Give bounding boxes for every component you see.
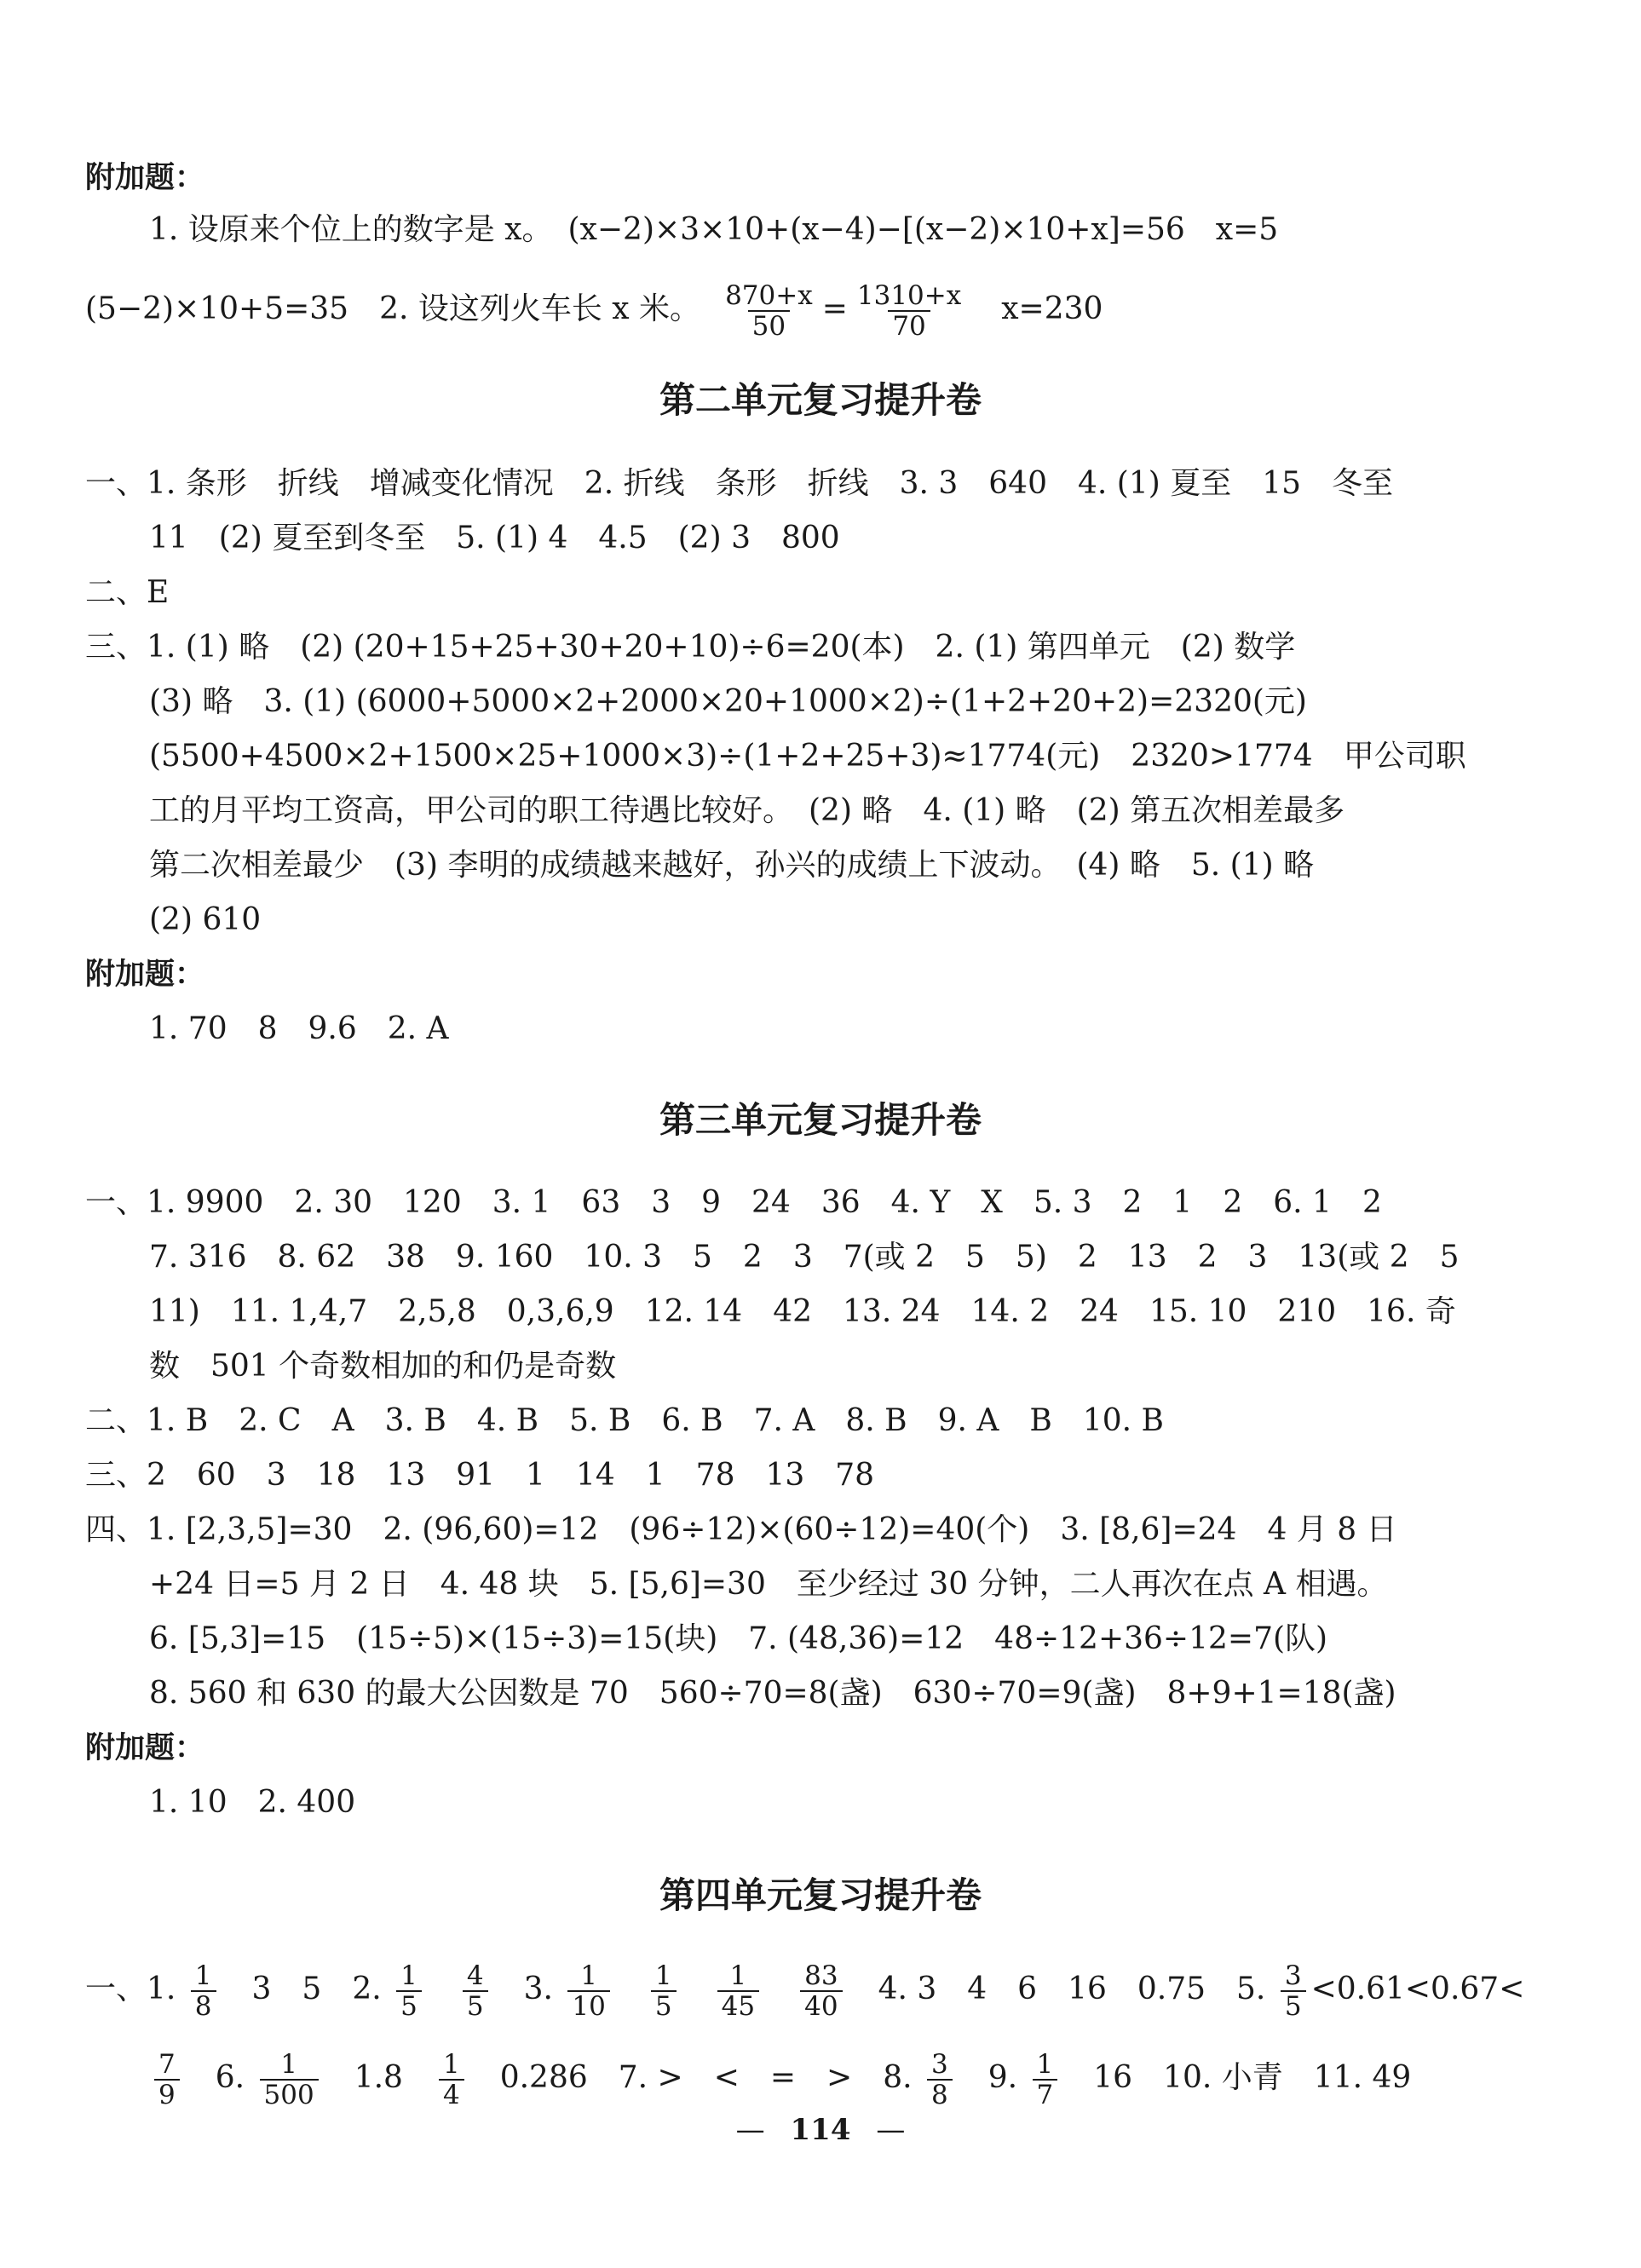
fraction <box>567 1961 609 2021</box>
fraction-denominator: 5 <box>1281 1990 1306 2021</box>
fraction-denominator: 8 <box>191 1990 216 2021</box>
fraction-numerator: 83 <box>804 1960 838 1991</box>
fraction-numerator: 1 <box>654 1960 672 1991</box>
fraction <box>717 1961 759 2021</box>
answer-line <box>0 281 1641 341</box>
fraction <box>853 281 965 341</box>
answer-line <box>0 2050 1641 2110</box>
fraction-numerator: 4 <box>466 1960 484 1991</box>
fraction-denominator: 9 <box>154 2079 180 2110</box>
answer-text: 工的月平均工资高，甲公司的职工待遇比较好。 (2) 略 4. (1) 略 (2) 第五次相差最多 <box>149 793 1345 828</box>
answer-text: 9. <box>957 2060 1028 2095</box>
fraction-denominator: 5 <box>396 1990 422 2021</box>
fraction-denominator: 4 <box>439 2079 464 2110</box>
fraction-numerator: 1310+x <box>856 280 962 311</box>
answer-text: 16 10. 小青 11. 49 <box>1062 2060 1412 2095</box>
answer-line <box>0 211 1641 249</box>
answer-text: +24 日=5 月 2 日 4. 48 块 5. [5,6]=30 至少经过 30 分钟，二人再次在点 A 相遇。 <box>149 1567 1388 1602</box>
answer-text <box>764 1972 795 2006</box>
footer-dash-left: — <box>735 2113 765 2147</box>
fraction-denominator: 10 <box>567 1990 609 2021</box>
extra-questions-heading: 附加题： <box>85 1731 205 1765</box>
answer-text: 三、1. (1) 略 (2) (20+15+25+30+20+10)÷6=20(本) 2. (1) 第四单元 (2) 数学 <box>85 630 1296 665</box>
answer-line <box>0 1784 1641 1822</box>
answer-text <box>615 1972 646 2006</box>
answer-line <box>0 574 1641 612</box>
fraction-numerator: 1 <box>280 2049 297 2080</box>
fraction-numerator: 1 <box>194 1960 212 1991</box>
answer-text: x=230 <box>970 291 1103 326</box>
footer-dash-right: — <box>876 2113 906 2147</box>
fraction <box>260 2050 319 2110</box>
fraction <box>396 1961 422 2021</box>
fraction-denominator: 5 <box>463 1990 488 2021</box>
answer-line <box>0 520 1641 557</box>
fraction-numerator: 1 <box>400 1960 417 1991</box>
fraction <box>439 2050 464 2110</box>
fraction-denominator: 50 <box>748 310 790 341</box>
fraction-numerator: 1 <box>1036 2049 1054 2080</box>
fraction <box>463 1961 488 2021</box>
fraction <box>927 2050 953 2110</box>
answer-text: 1. 70 8 9.6 2. A <box>149 1011 449 1046</box>
answer-text: (2) 610 <box>149 902 262 937</box>
page-number: 114 <box>790 2113 851 2147</box>
answer-text: 1. 设原来个位上的数字是 x。 (x−2)×3×10+(x−4)−[(x−2)×10+x]=56 x=5 <box>149 212 1279 247</box>
fraction-denominator: 8 <box>927 2079 953 2110</box>
fraction-denominator: 45 <box>717 1990 759 2021</box>
answer-text: 3. <box>492 1972 563 2006</box>
answer-text: 四、1. [2,3,5]=30 2. (96,60)=12 (96÷12)×(60÷12)=40(个) 3. [8,6]=24 4 月 8 日 <box>85 1512 1397 1547</box>
answer-line <box>0 847 1641 884</box>
answer-text: <0.61<0.67< <box>1310 1972 1525 2006</box>
answer-text: 第二次相差最少 (3) 李明的成绩越来越好，孙兴的成绩上下波动。 (4) 略 5. (1) 略 <box>149 848 1315 883</box>
section-title: 第三单元复习提升卷 <box>659 1099 982 1141</box>
page-footer <box>0 2111 1641 2149</box>
answer-text: (5−2)×10+5=35 2. 设这列火车长 x 米。 <box>85 291 717 326</box>
answer-text: 数 501 个奇数相加的和仍是奇数 <box>149 1349 617 1384</box>
answer-line <box>0 1675 1641 1713</box>
answer-text: 6. <box>184 2060 255 2095</box>
fraction <box>651 1961 677 2021</box>
answer-line <box>0 1184 1641 1222</box>
fraction-numerator: 1 <box>729 1960 747 1991</box>
fraction-numerator: 3 <box>1284 1960 1302 1991</box>
fraction-numerator: 870+x <box>725 280 813 311</box>
answer-line <box>0 1402 1641 1440</box>
answer-text: 一、1. 条形 折线 增减变化情况 2. 折线 条形 折线 3. 3 640 4. (1) 夏至 15 冬至 <box>85 466 1394 501</box>
answer-line <box>0 1620 1641 1658</box>
answer-line <box>0 1511 1641 1549</box>
answer-text: 二、E <box>85 575 170 610</box>
answer-text: 1.8 <box>323 2060 434 2095</box>
fraction <box>1281 1961 1306 2021</box>
answer-line <box>0 1010 1641 1048</box>
fraction-numerator: 3 <box>931 2049 948 2080</box>
fraction <box>721 281 817 341</box>
fraction-denominator: 500 <box>260 2079 319 2110</box>
answer-text: 一、1. 9900 2. 30 120 3. 1 63 3 9 24 36 4. Y X 5. 3 2 1 2 6. 1 2 <box>85 1185 1382 1220</box>
answer-text: 6. [5,3]=15 (15÷5)×(15÷3)=15(块) 7. (48,36)=12 48÷12+36÷12=7(队) <box>149 1621 1328 1656</box>
fraction-denominator: 40 <box>800 1990 842 2021</box>
answer-text: 8. 560 和 630 的最大公因数是 70 560÷70=8(盏) 630÷70=9(盏) 8+9+1=18(盏) <box>149 1676 1396 1711</box>
answer-line <box>0 1293 1641 1331</box>
answer-text: 0.286 7. > < = > 8. <box>469 2060 923 2095</box>
answer-text: 二、1. B 2. C A 3. B 4. B 5. B 6. B 7. A 8. B 9. A B 10. B <box>85 1403 1164 1438</box>
answer-line <box>0 629 1641 666</box>
answer-line <box>0 683 1641 721</box>
fraction-denominator: 5 <box>651 1990 677 2021</box>
answer-line <box>0 792 1641 830</box>
answer-line <box>0 1566 1641 1603</box>
answer-line <box>0 738 1641 775</box>
answer-text: 1. 10 2. 400 <box>149 1785 356 1820</box>
fraction <box>191 1961 216 2021</box>
extra-questions-heading: 附加题： <box>85 161 205 195</box>
answer-text <box>682 1972 712 2006</box>
fraction-numerator: 1 <box>442 2049 460 2080</box>
answer-line <box>0 901 1641 939</box>
section-title: 第二单元复习提升卷 <box>659 379 982 421</box>
fraction-numerator: 7 <box>158 2049 176 2080</box>
extra-questions-heading: 附加题： <box>85 958 205 992</box>
answer-line <box>0 1961 1641 2021</box>
fraction-denominator: 7 <box>1033 2079 1058 2110</box>
answer-line <box>0 1239 1641 1276</box>
answer-line <box>0 465 1641 503</box>
answer-text: 4. 3 4 6 16 0.75 5. <box>847 1972 1275 2006</box>
answer-line <box>0 1457 1641 1494</box>
answer-text: 一、1. <box>85 1972 186 2006</box>
answer-text: 11 (2) 夏至到冬至 5. (1) 4 4.5 (2) 3 800 <box>149 521 840 555</box>
answer-text: (5500+4500×2+1500×25+1000×3)÷(1+2+25+3)≈1774(元) 2320>1774 甲公司职 <box>149 739 1466 774</box>
fraction-denominator: 70 <box>888 310 930 341</box>
fraction <box>154 2050 180 2110</box>
answer-text: 三、2 60 3 18 13 91 1 14 1 78 13 78 <box>85 1458 875 1493</box>
fraction <box>1033 2050 1058 2110</box>
answer-text: (3) 略 3. (1) (6000+5000×2+2000×20+1000×2)÷(1+2+20+2)=2320(元) <box>149 684 1307 719</box>
answer-text: 11) 11. 1,4,7 2,5,8 0,3,6,9 12. 14 42 13. 24 14. 2 24 15. 10 210 16. 奇 <box>149 1294 1456 1329</box>
answer-text: 7. 316 8. 62 38 9. 160 10. 3 5 2 3 7(或 2 5 5) 2 13 2 3 13(或 2 5 <box>149 1240 1460 1275</box>
answer-text: 3 5 2. <box>221 1972 392 2006</box>
answer-text: = <box>821 291 848 326</box>
fraction-numerator: 1 <box>580 1960 598 1991</box>
fraction <box>800 1961 842 2021</box>
section-title: 第四单元复习提升卷 <box>659 1874 982 1916</box>
answer-text <box>427 1972 458 2006</box>
answer-line <box>0 1348 1641 1385</box>
